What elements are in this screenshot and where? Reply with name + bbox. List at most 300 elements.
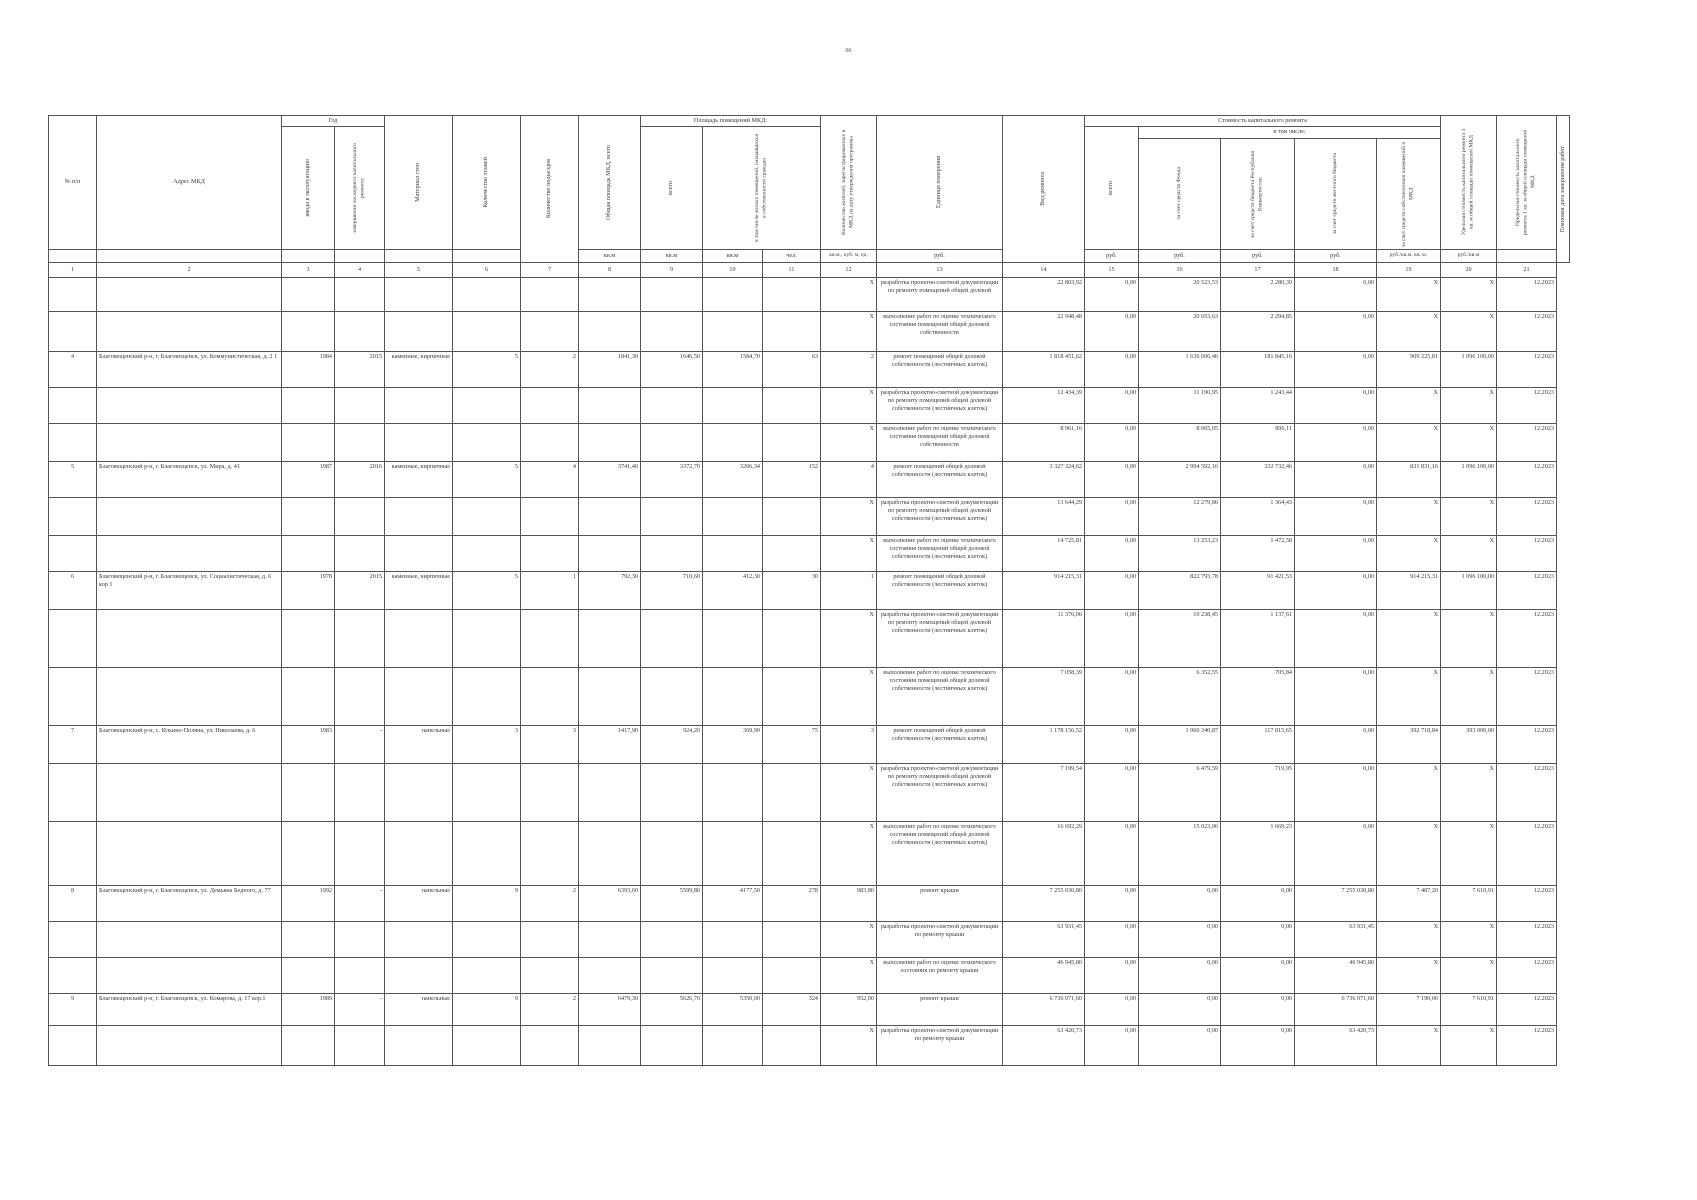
row-floors: 3 [453, 725, 521, 763]
row-deadline: 12.2023 [1497, 277, 1557, 311]
column-number-5: 5 [385, 262, 453, 277]
row-quantity: 983,80 [821, 885, 877, 921]
row-deadline: 12.2023 [1497, 535, 1557, 571]
row-max-cost: 7 610,91 [1441, 993, 1497, 1025]
row-residents [763, 497, 821, 535]
row-residents: 75 [763, 725, 821, 763]
row-number: 8 [49, 885, 97, 921]
row-address: Благовещенский р-н, г. Благовещенск, ул. Коммунистическая, д. 2 1 [97, 351, 282, 387]
row-residents [763, 921, 821, 957]
row-address: Благовещенский р-н, с. Ильино-Поляна, ул. Николаева, д. 6 [97, 725, 282, 763]
row-year-commission: 1992 [282, 885, 335, 921]
row-number [49, 277, 97, 311]
row-cost-republic: 15 023,06 [1139, 821, 1221, 885]
row-unit-cost: X [1377, 387, 1441, 423]
row-max-cost: X [1441, 497, 1497, 535]
row-year-commission: 1989 [282, 993, 335, 1025]
capital-repair-table [48, 115, 1570, 1066]
row-address: Благовещенский р-н, г. Благовещенск, ул. Социалистическая, д. 6 кор 1 [97, 571, 282, 609]
unit-rub-18: руб. [1295, 249, 1377, 262]
row-residents: 278 [763, 885, 821, 921]
row-floors [453, 921, 521, 957]
row-work-type: разработка проектно-сметной документации по ремонту помещений общей долевой собственности (лестничных клеток) [877, 387, 1003, 423]
row-max-cost: 7 610,91 [1441, 885, 1497, 921]
row-year-commission: 1984 [282, 351, 335, 387]
row-entrances [521, 957, 579, 993]
header-cost-total: всего [1085, 127, 1139, 249]
row-wall-material [385, 1025, 453, 1065]
row-cost-local: 1 243,44 [1221, 387, 1295, 423]
row-unit-cost: X [1377, 957, 1441, 993]
header-no: № п/п [49, 116, 97, 250]
row-deadline: 12.2023 [1497, 667, 1557, 725]
row-cost-fund: 0,00 [1085, 423, 1139, 461]
row-number: 9 [49, 993, 97, 1025]
row-quantity: X [821, 535, 877, 571]
row-residents [763, 957, 821, 993]
column-number-21: 21 [1497, 262, 1557, 277]
row-wall-material: каменные, кирпичные [385, 461, 453, 497]
row-max-cost: X [1441, 821, 1497, 885]
row-max-cost: X [1441, 921, 1497, 957]
row-cost-local: 0,00 [1221, 1025, 1295, 1065]
table-row [49, 993, 1570, 1025]
row-residential-area [703, 821, 763, 885]
row-unit-cost: 914 215,31 [1377, 571, 1441, 609]
row-max-cost: X [1441, 667, 1497, 725]
column-number-20: 20 [1441, 262, 1497, 277]
row-year-commission [282, 609, 335, 667]
row-cost-local: 181 845,16 [1221, 351, 1295, 387]
header-work-type: Вид ремонта [1003, 116, 1085, 263]
row-cost-fund: 0,00 [1085, 885, 1139, 921]
column-number-17: 17 [1221, 262, 1295, 277]
table-row [49, 571, 1570, 609]
row-cost-local: 0,00 [1221, 921, 1295, 957]
row-unit-cost: 7 190,06 [1377, 993, 1441, 1025]
row-cost-total: 22 948,48 [1003, 311, 1085, 351]
row-max-cost: X [1441, 957, 1497, 993]
row-residents [763, 609, 821, 667]
row-premises-area [641, 277, 703, 311]
row-residential-area: 3206,34 [703, 461, 763, 497]
row-year-commission [282, 497, 335, 535]
header-year-group: Год [282, 116, 385, 127]
row-cost-republic: 0,00 [1139, 993, 1221, 1025]
row-deadline: 12.2023 [1497, 423, 1557, 461]
column-number-8: 8 [579, 262, 641, 277]
row-cost-fund: 0,00 [1085, 821, 1139, 885]
row-premises-area [641, 387, 703, 423]
row-premises-area [641, 1025, 703, 1065]
row-cost-owners: 0,00 [1295, 821, 1377, 885]
row-wall-material: каменные, кирпичные [385, 351, 453, 387]
row-entrances: 3 [521, 725, 579, 763]
row-year-commission [282, 921, 335, 957]
row-unit-cost: 392 718,84 [1377, 725, 1441, 763]
row-floors [453, 1025, 521, 1065]
row-work-type: ремонт помещений общей долевой собственности (лестничных клеток) [877, 725, 1003, 763]
row-work-type: выполнение работ по оценке технического состояния помещений общей долевой собственности [877, 423, 1003, 461]
row-total-area: 1417,90 [579, 725, 641, 763]
row-number [49, 763, 97, 821]
row-cost-total: 914 215,31 [1003, 571, 1085, 609]
row-cost-fund: 0,00 [1085, 993, 1139, 1025]
row-work-type: выполнение работ по оценке технического состояния помещений общей долевой собственности (лестничных клеток) [877, 821, 1003, 885]
unit-cell-blank-6 [453, 249, 521, 262]
column-number-7: 7 [521, 262, 579, 277]
row-year-commission [282, 821, 335, 885]
row-residents: 324 [763, 993, 821, 1025]
row-quantity: X [821, 667, 877, 725]
row-year-overhaul [335, 957, 385, 993]
row-premises-area: 5626,70 [641, 993, 703, 1025]
row-floors: 9 [453, 993, 521, 1025]
row-cost-republic: 6 352,55 [1139, 667, 1221, 725]
row-year-overhaul: 2015 [335, 351, 385, 387]
row-residential-area [703, 1025, 763, 1065]
row-premises-area [641, 311, 703, 351]
row-wall-material: панельные [385, 885, 453, 921]
row-year-overhaul [335, 921, 385, 957]
row-total-area [579, 423, 641, 461]
header-cost-republic: за счет средств бюджета Республики Башкортостан [1221, 138, 1295, 249]
row-cost-local: 1 137,61 [1221, 609, 1295, 667]
unit-cell-blank-1 [49, 249, 97, 262]
row-address [97, 497, 282, 535]
row-cost-total: 12 434,39 [1003, 387, 1085, 423]
row-cost-total: 16 692,29 [1003, 821, 1085, 885]
row-unit-cost: X [1377, 311, 1441, 351]
row-max-cost: 1 096 100,00 [1441, 461, 1497, 497]
header-year-commission: ввода в эксплуатацию [282, 127, 335, 249]
row-cost-local: 2 294,85 [1221, 311, 1295, 351]
table-row [49, 535, 1570, 571]
column-number-14: 14 [1003, 262, 1085, 277]
row-cost-total: 63 931,45 [1003, 921, 1085, 957]
row-unit-cost: 909 225,81 [1377, 351, 1441, 387]
unit-cell-blank-5 [385, 249, 453, 262]
row-number: 6 [49, 571, 97, 609]
row-wall-material [385, 387, 453, 423]
row-address [97, 535, 282, 571]
row-cost-republic: 13 253,23 [1139, 535, 1221, 571]
unit-rub-19: руб./кв.м. кв. м. [1377, 249, 1441, 262]
row-year-overhaul [335, 667, 385, 725]
row-wall-material [385, 667, 453, 725]
row-cost-owners: 0,00 [1295, 763, 1377, 821]
row-floors [453, 609, 521, 667]
table-row [49, 763, 1570, 821]
row-cost-republic: 822 793,78 [1139, 571, 1221, 609]
row-address [97, 667, 282, 725]
unit-cell-blank-2 [97, 249, 282, 262]
row-work-type: разработка проектно-сметной документации по ремонту крыши [877, 1025, 1003, 1065]
row-total-area: 6393,60 [579, 885, 641, 921]
row-unit-cost: X [1377, 497, 1441, 535]
header-entrances: Количество подъездов [521, 116, 579, 263]
row-year-overhaul [335, 311, 385, 351]
row-cost-total: 1 178 156,52 [1003, 725, 1085, 763]
unit-people-11: чел. [763, 249, 821, 262]
row-number [49, 1025, 97, 1065]
column-number-1: 1 [49, 262, 97, 277]
row-cost-total: 13 644,29 [1003, 497, 1085, 535]
row-cost-local: 91 421,53 [1221, 571, 1295, 609]
row-premises-area [641, 821, 703, 885]
row-total-area: 792,30 [579, 571, 641, 609]
row-wall-material [385, 277, 453, 311]
row-unit-cost: 7 487,20 [1377, 885, 1441, 921]
row-total-area [579, 535, 641, 571]
row-residential-area [703, 609, 763, 667]
row-max-cost: X [1441, 609, 1497, 667]
page-number: 66 [845, 48, 852, 54]
column-number-11: 11 [763, 262, 821, 277]
header-cost-fund: за счет средств Фонда [1139, 138, 1221, 249]
row-wall-material [385, 497, 453, 535]
row-residential-area [703, 277, 763, 311]
row-deadline: 12.2023 [1497, 821, 1557, 885]
row-work-type: ремонт крыши [877, 885, 1003, 921]
column-number-6: 6 [453, 262, 521, 277]
row-residents [763, 277, 821, 311]
row-max-cost: X [1441, 311, 1497, 351]
row-wall-material [385, 921, 453, 957]
row-entrances [521, 667, 579, 725]
row-unit-cost: X [1377, 423, 1441, 461]
row-wall-material [385, 821, 453, 885]
unit-rub-14: руб. [877, 249, 1003, 262]
column-number-16: 16 [1139, 262, 1221, 277]
table-row [49, 497, 1570, 535]
row-wall-material [385, 423, 453, 461]
row-floors [453, 821, 521, 885]
row-residents [763, 821, 821, 885]
row-cost-republic: 10 238,45 [1139, 609, 1221, 667]
row-total-area [579, 667, 641, 725]
row-deadline: 12.2023 [1497, 351, 1557, 387]
row-deadline: 12.2023 [1497, 1025, 1557, 1065]
row-year-overhaul: 2016 [335, 461, 385, 497]
row-cost-republic: 6 479,59 [1139, 763, 1221, 821]
row-entrances [521, 387, 579, 423]
row-deadline: 12.2023 [1497, 311, 1557, 351]
row-unit-cost: X [1377, 1025, 1441, 1065]
column-number-19: 19 [1377, 262, 1441, 277]
table-row [49, 885, 1570, 921]
row-floors [453, 763, 521, 821]
row-deadline: 12.2023 [1497, 609, 1557, 667]
table-header [49, 116, 1570, 278]
row-year-overhaul [335, 1025, 385, 1065]
row-number [49, 667, 97, 725]
row-year-overhaul [335, 609, 385, 667]
row-quantity: X [821, 497, 877, 535]
row-cost-republic: 0,00 [1139, 885, 1221, 921]
row-cost-owners: 0,00 [1295, 387, 1377, 423]
row-cost-republic: 11 190,95 [1139, 387, 1221, 423]
row-entrances [521, 535, 579, 571]
column-number-15: 15 [1085, 262, 1139, 277]
header-unit-cost: Удельная стоимость капитального ремонта 1 кв. м общей площади помещений МКД [1441, 116, 1497, 250]
row-year-commission [282, 423, 335, 461]
row-floors: 5 [453, 571, 521, 609]
unit-rub-17: руб. [1221, 249, 1295, 262]
unit-rub-15: руб. [1085, 249, 1139, 262]
unit-sqm-10: кв.м [703, 249, 763, 262]
row-cost-fund: 0,00 [1085, 461, 1139, 497]
row-cost-owners: 0,00 [1295, 535, 1377, 571]
row-entrances [521, 1025, 579, 1065]
row-cost-local: 0,00 [1221, 885, 1295, 921]
table-row [49, 387, 1570, 423]
row-floors [453, 497, 521, 535]
row-total-area: 6479,30 [579, 993, 641, 1025]
row-wall-material [385, 311, 453, 351]
column-number-13: 13 [877, 262, 1003, 277]
table-row [49, 461, 1570, 497]
row-entrances: 2 [521, 885, 579, 921]
row-work-type: ремонт помещений общей долевой собственности (лестничных клеток) [877, 461, 1003, 497]
row-cost-fund: 0,00 [1085, 571, 1139, 609]
unit-rub-20: руб./кв.м [1441, 249, 1497, 262]
row-cost-owners: 46 945,80 [1295, 957, 1377, 993]
row-deadline: 12.2023 [1497, 387, 1557, 423]
table-row [49, 821, 1570, 885]
row-floors [453, 667, 521, 725]
row-cost-owners: 0,00 [1295, 497, 1377, 535]
table-row [49, 277, 1570, 311]
row-cost-total: 7 199,54 [1003, 763, 1085, 821]
row-deadline: 12.2023 [1497, 461, 1557, 497]
row-number: 5 [49, 461, 97, 497]
row-cost-fund: 0,00 [1085, 277, 1139, 311]
row-residential-area: 369,90 [703, 725, 763, 763]
row-floors: 9 [453, 885, 521, 921]
row-address: Благовещенский р-н, г. Благовещенск, ул. Комарова, д. 17 кор.1 [97, 993, 282, 1025]
row-max-cost: 393 000,00 [1441, 725, 1497, 763]
column-number-row [49, 262, 1570, 277]
header-total-area: Общая площадь МКД, всего [579, 116, 641, 250]
row-wall-material: панельные [385, 725, 453, 763]
row-cost-fund: 0,00 [1085, 311, 1139, 351]
table-row [49, 725, 1570, 763]
row-residents [763, 535, 821, 571]
row-floors [453, 535, 521, 571]
header-incl: в том числе: [1139, 127, 1441, 138]
row-cost-owners: 0,00 [1295, 667, 1377, 725]
header-cost-owners: за счет средств собственников помещений в МКД [1377, 138, 1441, 249]
row-entrances [521, 921, 579, 957]
table-row [49, 921, 1570, 957]
row-number [49, 311, 97, 351]
row-work-type: разработка проектно-сметной документации по ремонту помещений общей долевой собственности (лестничных клеток) [877, 609, 1003, 667]
row-year-overhaul [335, 821, 385, 885]
row-year-commission [282, 535, 335, 571]
row-deadline: 12.2023 [1497, 921, 1557, 957]
row-cost-total: 6 736 071,60 [1003, 993, 1085, 1025]
row-deadline: 12.2023 [1497, 725, 1557, 763]
row-cost-republic: 2 994 592,16 [1139, 461, 1221, 497]
row-unit-cost: 831 831,16 [1377, 461, 1441, 497]
row-entrances: 1 [521, 571, 579, 609]
row-cost-fund: 0,00 [1085, 957, 1139, 993]
row-address [97, 387, 282, 423]
row-year-overhaul [335, 387, 385, 423]
row-work-type: ремонт помещений общей долевой собственности (лестничных клеток) [877, 571, 1003, 609]
row-deadline: 12.2023 [1497, 571, 1557, 609]
row-entrances [521, 423, 579, 461]
row-total-area [579, 609, 641, 667]
row-cost-republic: 12 279,86 [1139, 497, 1221, 535]
column-number-9: 9 [641, 262, 703, 277]
row-wall-material [385, 763, 453, 821]
row-cost-total: 14 725,81 [1003, 535, 1085, 571]
row-cost-republic: 1 636 606,46 [1139, 351, 1221, 387]
row-quantity: 4 [821, 461, 877, 497]
row-number [49, 423, 97, 461]
row-cost-owners: 0,00 [1295, 311, 1377, 351]
row-total-area [579, 763, 641, 821]
row-residents: 152 [763, 461, 821, 497]
row-entrances [521, 277, 579, 311]
table-row [49, 311, 1570, 351]
row-cost-republic: 8 065,05 [1139, 423, 1221, 461]
row-quantity: X [821, 387, 877, 423]
unit-sqm-8: кв.м [579, 249, 641, 262]
row-cost-republic: 1 060 340,87 [1139, 725, 1221, 763]
header-unit: Единица измерения [877, 116, 1003, 250]
row-entrances [521, 497, 579, 535]
row-cost-owners: 63 420,73 [1295, 1025, 1377, 1065]
row-total-area [579, 277, 641, 311]
row-entrances [521, 609, 579, 667]
row-total-area [579, 1025, 641, 1065]
row-work-type: разработка проектно-сметной документации по ремонту помещений общей долевой собственности (лестничных клеток) [877, 763, 1003, 821]
row-cost-local: 117 815,65 [1221, 725, 1295, 763]
row-premises-area [641, 957, 703, 993]
row-total-area [579, 821, 641, 885]
row-work-type: выполнение работ по оценке технического состояния помещений общей долевой собственности [877, 311, 1003, 351]
row-address: Благовещенский р-н, г. Благовещенск, ул. Мира, д. 41 [97, 461, 282, 497]
row-work-type: выполнение работ по оценке технического состояния помещений общей долевой собственности (лестничных клеток) [877, 667, 1003, 725]
table-row [49, 667, 1570, 725]
row-address [97, 609, 282, 667]
row-cost-republic: 0,00 [1139, 957, 1221, 993]
column-number-3: 3 [282, 262, 335, 277]
row-residential-area [703, 921, 763, 957]
row-quantity: X [821, 957, 877, 993]
row-total-area [579, 957, 641, 993]
column-number-12: 12 [821, 262, 877, 277]
row-year-commission: 1987 [282, 461, 335, 497]
row-number [49, 497, 97, 535]
row-total-area [579, 921, 641, 957]
row-floors [453, 387, 521, 423]
row-work-type: выполнение работ по оценке технического состояния помещений общей долевой собственности (лестничных клеток) [877, 535, 1003, 571]
header-premises-group: Площадь помещений МКД: [641, 116, 821, 127]
row-premises-area [641, 609, 703, 667]
row-residents [763, 423, 821, 461]
row-floors [453, 311, 521, 351]
row-year-commission [282, 957, 335, 993]
column-number-4: 4 [335, 262, 385, 277]
row-unit-cost: X [1377, 277, 1441, 311]
row-deadline: 12.2023 [1497, 763, 1557, 821]
row-cost-fund: 0,00 [1085, 387, 1139, 423]
header-cost-group: Стоимость капитального ремонта [1085, 116, 1441, 127]
